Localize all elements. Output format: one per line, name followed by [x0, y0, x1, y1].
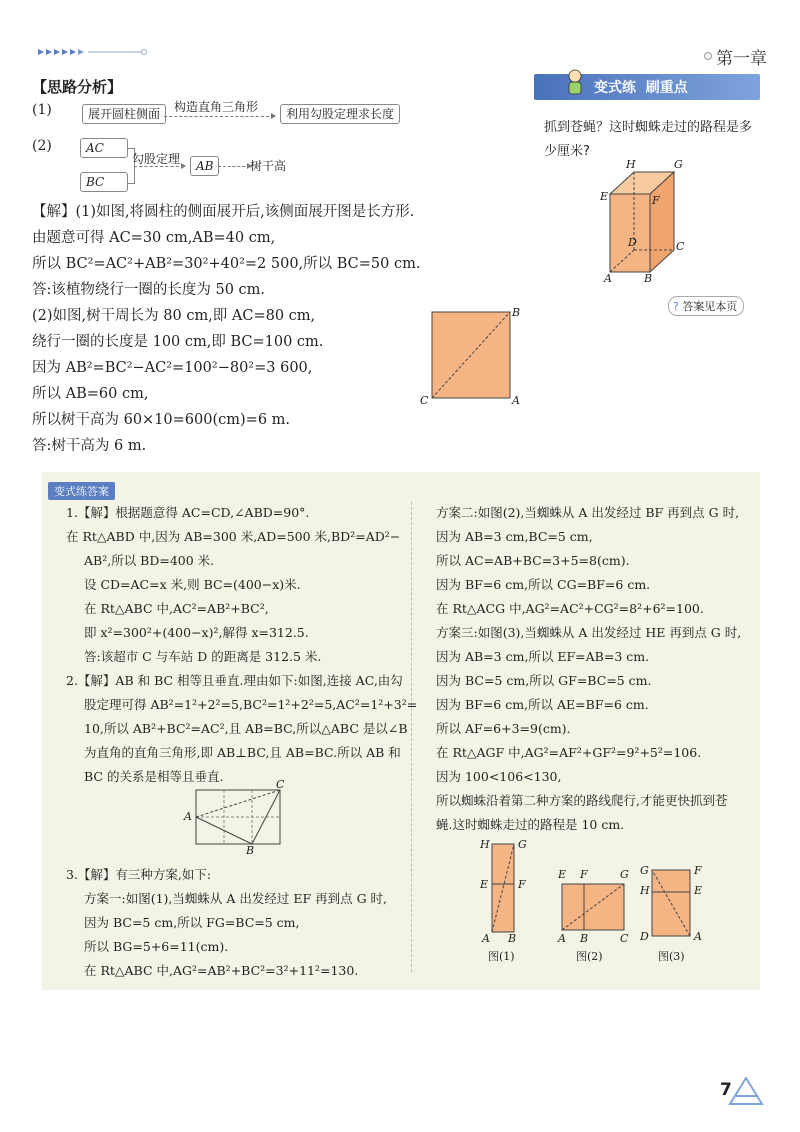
answer-right-line-8: 因为 BC=5 cm,所以 GF=BC=5 cm.: [436, 673, 652, 688]
fig1-label-b: B: [508, 932, 517, 945]
answer-right-line-7: 因为 AB=3 cm,所以 EF=AB=3 cm.: [436, 649, 650, 664]
practice-question-line-1: 抓到苍蝇？这时蜘蛛走过的路程是多: [544, 120, 753, 135]
part2-box-bc: BC: [80, 172, 128, 192]
answer-left-line-5: 在 Rt△ABC 中,AC²=AB²+BC²,: [84, 601, 269, 616]
cube-label-d: D: [628, 236, 637, 249]
answer-left-line-17: 在 Rt△ABC 中,AG²=AB²+BC²=3²+11²=130.: [84, 963, 359, 978]
fig3-label-g: G: [640, 864, 649, 877]
answers-panel-title: [48, 482, 115, 500]
solution-line-2: 由题意可得 AC=30 cm,AB=40 cm,: [32, 230, 276, 246]
unfolded-rectangle-figure: [420, 306, 530, 410]
fig3-label-h: H: [640, 884, 650, 897]
answer-right-line-13: 所以蜘蛛沿着第二种方案的路线爬行,才能更快抓到苍: [436, 793, 728, 808]
answer-location-tag: [668, 296, 744, 316]
part2-number: (2): [32, 138, 52, 154]
fig1-label-h: H: [480, 838, 490, 851]
solution-line-3: 所以 BC²=AC²+AB²=30²+40²=2 500,所以 BC=50 cm.: [32, 256, 421, 272]
answer-left-line-11: 为直角的直角三角形,即 AB⊥BC,且 AB=BC.所以 AB 和: [84, 745, 401, 760]
banner-mascot-icon: [562, 68, 588, 98]
part1-arrow-1: [164, 116, 274, 117]
part2-box-ab: AB: [190, 156, 219, 176]
rect-label-c: C: [420, 394, 429, 407]
page-number-badge: [716, 1076, 768, 1106]
cube-label-e: E: [600, 190, 609, 203]
part2-box-ac: AC: [80, 138, 128, 158]
part1-box-unfold: 展开圆柱侧面: [82, 104, 166, 124]
page-number: 7: [720, 1080, 732, 1100]
analysis-title: 【思路分析】: [32, 78, 123, 96]
answer-right-line-5: 在 Rt△ACG 中,AG²=AC²+CG²=8²+6²=100.: [436, 601, 704, 616]
solution-line-9: 所以树干高为 60×10=600(cm)=6 m.: [32, 412, 291, 428]
answer-tag-text: 答案见本页: [682, 300, 738, 313]
cube-label-c: C: [676, 240, 685, 253]
answer-left-line-15: 因为 BC=5 cm,所以 FG=BC=5 cm,: [84, 915, 300, 930]
grid-triangle-figure: [182, 778, 292, 858]
answers-title-text: 变式练答案: [54, 485, 109, 498]
practice-banner-title: 变式练 刷重点: [594, 80, 688, 96]
answer-right-line-11: 在 Rt△AGF 中,AG²=AF²+GF²=9²+5²=106.: [436, 745, 702, 760]
unfold-figure-3: [636, 862, 710, 968]
answer-left-line-16: 所以 BG=5+6=11(cm).: [84, 939, 229, 954]
chapter-marker-icon: [704, 52, 712, 60]
answer-left-line-8: 2.【解】AB 和 BC 相等且垂直.理由如下:如图,连接 AC,由勾: [66, 673, 403, 688]
fig1-caption: 图(1): [488, 950, 515, 963]
practice-banner: [534, 74, 760, 100]
answer-right-line-4: 因为 BF=6 cm,所以 CG=BF=6 cm.: [436, 577, 651, 592]
fig2-label-g: G: [620, 868, 629, 881]
answer-left-line-12: BC 的关系是相等且垂直.: [84, 769, 224, 784]
answer-left-line-6: 即 x²=300²+(400−x)²,解得 x=312.5.: [84, 625, 309, 640]
answer-right-line-10: 所以 AF=6+3=9(cm).: [436, 721, 571, 736]
solution-line-1: 【解】(1)如图,将圆柱的侧面展开后,该侧面展开图是长方形.: [32, 204, 415, 220]
fig3-label-a: A: [694, 930, 702, 943]
solution-line-5: (2)如图,树干周长为 80 cm,即 AC=80 cm,: [32, 308, 316, 324]
cube-label-b: B: [644, 272, 653, 285]
chapter-title: 第一章: [716, 49, 767, 69]
fig3-label-d: D: [640, 930, 649, 943]
analysis-part1: [32, 98, 432, 130]
cube-label-g: G: [674, 158, 683, 171]
fig2-label-e: E: [558, 868, 567, 881]
part2-mid-label: 勾股定理: [132, 152, 181, 166]
answer-left-line-1: 1.【解】根据题意得 AC=CD,∠ABD=90°.: [66, 505, 310, 520]
analysis-part2: [32, 136, 332, 194]
solution-line-10: 答:树干高为 6 m.: [32, 438, 147, 454]
fig2-label-c: C: [620, 932, 629, 945]
fig2-caption: 图(2): [576, 950, 603, 963]
fig3-caption: 图(3): [658, 950, 685, 963]
fig2-label-b: B: [580, 932, 589, 945]
header-decoration: [38, 42, 148, 52]
answer-right-line-14: 蝇.这时蜘蛛走过的路程是 10 cm.: [436, 817, 625, 832]
answer-right-line-9: 因为 BF=6 cm,所以 AE=BF=6 cm.: [436, 697, 649, 712]
answer-left-line-9: 股定理可得 AB²=1²+2²=5,BC²=1²+2²=5,AC²=1²+3²=: [84, 697, 418, 712]
answer-left-line-13: 3.【解】有三种方案,如下:: [66, 867, 212, 882]
fig1-label-e: E: [480, 878, 489, 891]
solution-line-7: 因为 AB²=BC²−AC²=100²−80²=3 600,: [32, 360, 313, 376]
answer-right-line-2: 因为 AB=3 cm,BC=5 cm,: [436, 529, 593, 544]
part1-number: (1): [32, 102, 52, 118]
panel-divider: [411, 502, 412, 972]
unfold-figure-1: [476, 838, 536, 968]
solution-line-8: 所以 AB=60 cm,: [32, 386, 149, 402]
cube-label-f: F: [652, 194, 660, 207]
part2-arrow-2: [218, 166, 250, 167]
practice-question-line-2: 少厘米?: [544, 144, 590, 159]
answer-right-line-12: 因为 100<106<130,: [436, 769, 562, 784]
fig3-label-f: F: [694, 864, 702, 877]
answer-left-line-7: 答:该超市 C 与车站 D 的距离是 312.5 米.: [84, 649, 322, 664]
cube-label-h: H: [626, 158, 636, 171]
solution-line-4: 答:该植物绕行一圈的长度为 50 cm.: [32, 282, 266, 298]
unfold-figure-2: [554, 866, 634, 968]
fig3-label-e: E: [694, 884, 703, 897]
cube-label-a: A: [604, 272, 612, 285]
answer-left-line-14: 方案一:如图(1),当蜘蛛从 A 出发经过 EF 再到点 G 时,: [84, 891, 388, 906]
fig2-label-f: F: [580, 868, 588, 881]
rect-label-a: A: [512, 394, 520, 407]
grid-label-c: C: [276, 778, 285, 791]
grid-label-b: B: [246, 844, 255, 857]
fig1-label-f: F: [518, 878, 526, 891]
answer-left-line-2: 在 Rt△ABD 中,因为 AB=300 米,AD=500 米,BD²=AD²−: [66, 529, 401, 544]
rect-label-b: B: [512, 306, 521, 319]
answer-tag-icon: ?: [673, 300, 679, 313]
cuboid-figure: [598, 160, 698, 288]
answer-left-line-3: AB²,所以 BD=400 米.: [84, 553, 215, 568]
part1-box-pythagoras: 利用勾股定理求长度: [280, 104, 400, 124]
answer-left-line-10: 10,所以 AB²+BC²=AC²,且 AB=BC,所以△ABC 是以∠B: [84, 721, 408, 736]
fig1-label-g: G: [518, 838, 527, 851]
answer-left-line-4: 设 CD=AC=x 米,则 BC=(400−x)米.: [84, 577, 301, 592]
answer-right-line-3: 所以 AC=AB+BC=3+5=8(cm).: [436, 553, 630, 568]
fig2-label-a: A: [558, 932, 566, 945]
answer-right-line-1: 方案二:如图(2),当蜘蛛从 A 出发经过 BF 再到点 G 时,: [436, 505, 740, 520]
part1-mid-label: 构造直角三角形: [174, 100, 259, 114]
solution-line-6: 绕行一圈的长度是 100 cm,即 BC=100 cm.: [32, 334, 324, 350]
answer-right-line-6: 方案三:如图(3),当蜘蛛从 A 出发经过 HE 再到点 G 时,: [436, 625, 742, 640]
grid-label-a: A: [184, 810, 192, 823]
fig1-label-a: A: [482, 932, 490, 945]
part2-result: 树干高: [250, 159, 287, 173]
